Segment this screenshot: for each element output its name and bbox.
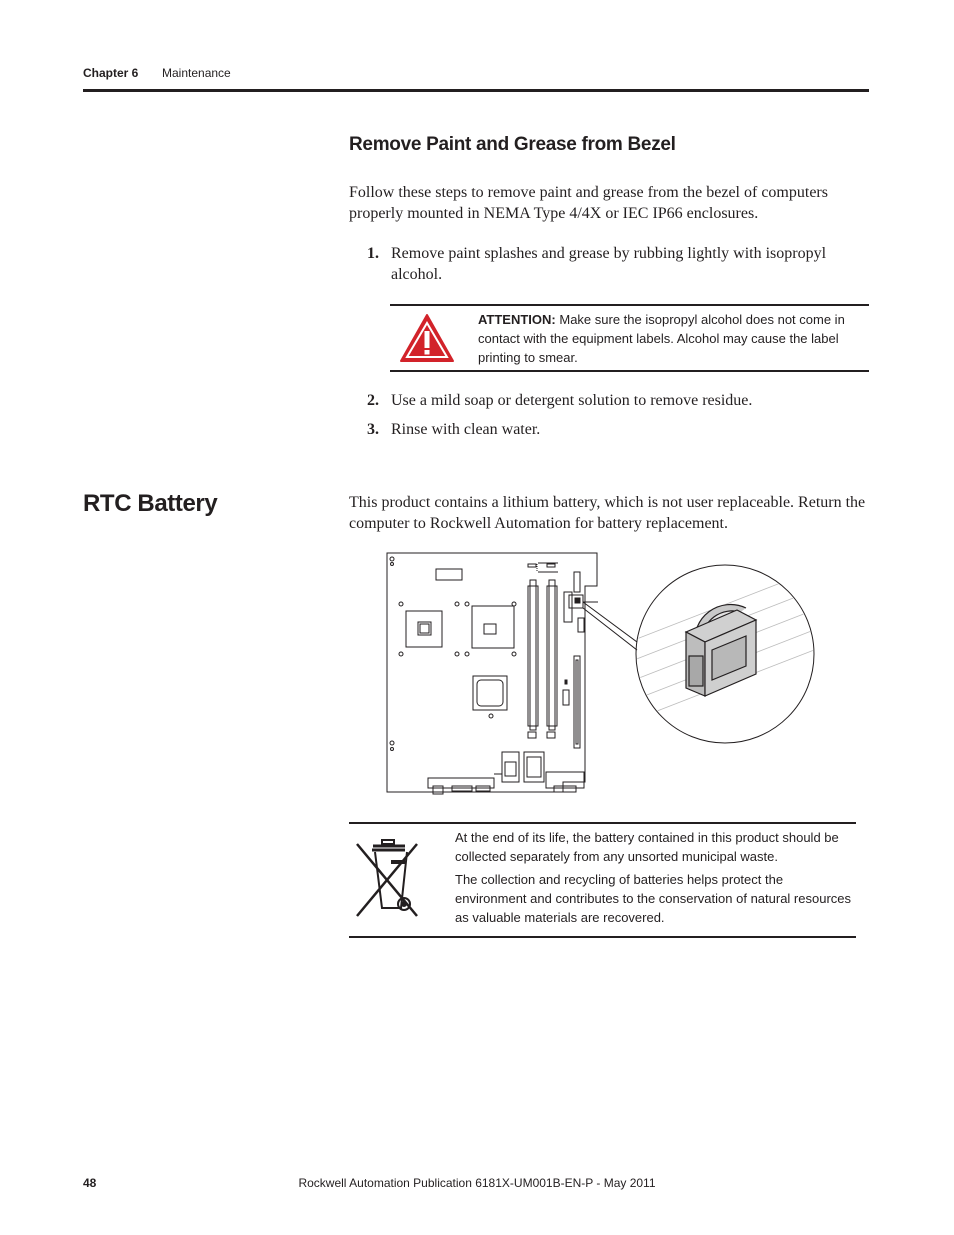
step-1 (367, 244, 847, 285)
step-number: 1. (367, 245, 379, 262)
running-header (83, 66, 231, 80)
motherboard-illustration (384, 550, 818, 805)
step-text: Remove paint splashes and grease by rubbing lightly with isopropyl alcohol. (391, 245, 827, 283)
bezel-intro: Follow these steps to remove paint and grease from the bezel of computers properly mounted in NEMA Type 4/4X or IEC IP66 enclosures. (349, 184, 828, 222)
chapter-label: Chapter 6 (83, 66, 139, 80)
rtc-heading: RTC Battery (83, 490, 218, 517)
header-rule (83, 89, 869, 92)
crossed-out-bin-icon (355, 838, 421, 927)
section-label: Maintenance (162, 66, 231, 80)
rtc-intro: This product contains a lithium battery, which is not user replaceable. Return the computer to Rockwell Automation for battery replacement. (349, 494, 866, 532)
step-2 (367, 391, 847, 412)
disposal-paragraph: At the end of its life, the battery contained in this product should be collected separately from any unsorted municipal waste. (455, 830, 839, 864)
step-number: 3. (367, 421, 379, 438)
disposal-text (455, 828, 855, 931)
attention-text (478, 310, 858, 367)
page-number: 48 (83, 1176, 97, 1190)
step-number: 2. (367, 392, 379, 409)
bezel-heading: Remove Paint and Grease from Bezel (349, 134, 676, 155)
attention-label: ATTENTION: (478, 312, 556, 327)
step-text: Use a mild soap or detergent solution to remove residue. (391, 392, 753, 409)
battery-disposal-box (349, 822, 856, 938)
publication-footer: Rockwell Automation Publication 6181X-UM001B-EN-P - May 2011 (298, 1176, 656, 1190)
recycling-paragraph: The collection and recycling of batteries helps protect the environment and contributes to the conservation of natural resources as valuable materials are recovered. (455, 872, 852, 925)
step-3 (367, 420, 847, 441)
attention-body: Make sure the isopropyl alcohol does not come in contact with the equipment labels. Alcohol may cause the label printing to smear. (478, 312, 845, 365)
attention-box (390, 304, 869, 372)
step-text: Rinse with clean water. (391, 421, 541, 438)
warning-triangle-icon (398, 312, 456, 369)
